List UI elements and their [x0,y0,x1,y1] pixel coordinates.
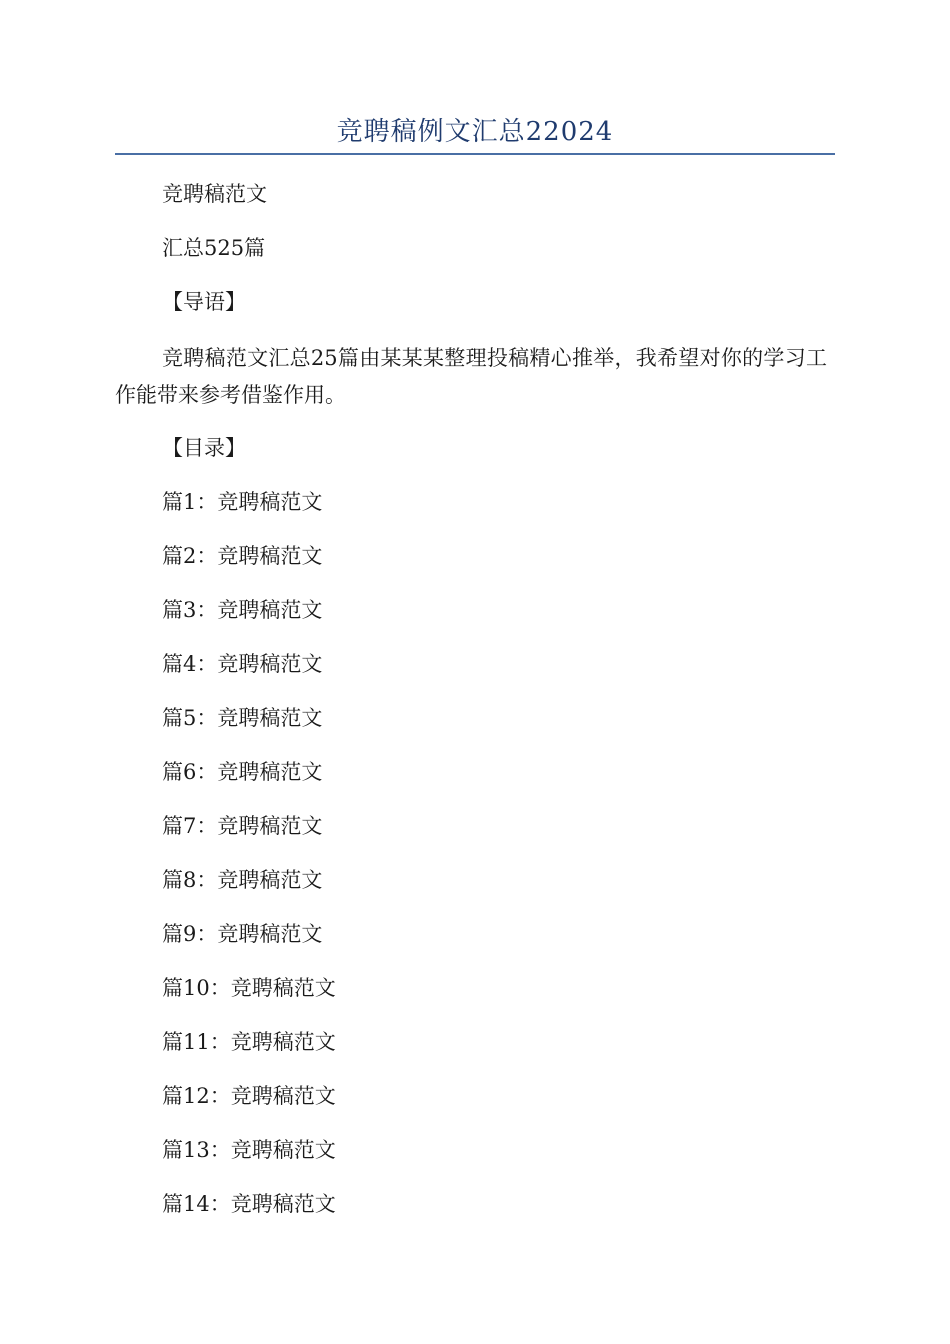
toc-item: 篇6：竞聘稿范文 [162,760,323,784]
document-title: 竞聘稿例文汇总22024 [336,117,614,147]
guide-heading: 【导语】 [162,290,246,314]
toc-item: 篇9：竞聘稿范文 [162,922,323,946]
toc-item: 篇13：竞聘稿范文 [162,1138,336,1162]
title-underline [115,153,835,155]
toc-item: 篇14：竞聘稿范文 [162,1192,336,1216]
toc-item: 篇12：竞聘稿范文 [162,1084,336,1108]
toc-item: 篇8：竞聘稿范文 [162,868,323,892]
toc-item: 篇3：竞聘稿范文 [162,598,323,622]
toc-item: 篇7：竞聘稿范文 [162,814,323,838]
table-of-contents [162,487,336,1243]
toc-item: 篇5：竞聘稿范文 [162,706,323,730]
toc-item: 篇11：竞聘稿范文 [162,1030,336,1054]
toc-item: 篇2：竞聘稿范文 [162,544,323,568]
toc-item: 篇1：竞聘稿范文 [162,490,323,514]
toc-item: 篇4：竞聘稿范文 [162,652,323,676]
toc-heading: 【目录】 [162,436,246,460]
subtitle-line-1: 竞聘稿范文 [162,182,267,206]
subtitle-line-2: 汇总525篇 [162,236,266,260]
toc-item: 篇10：竞聘稿范文 [162,976,336,1000]
guide-paragraph: 竞聘稿范文汇总25篇由某某某整理投稿精心推举，我希望对你的学习工作能带来参考借鉴作用。 [115,346,827,407]
